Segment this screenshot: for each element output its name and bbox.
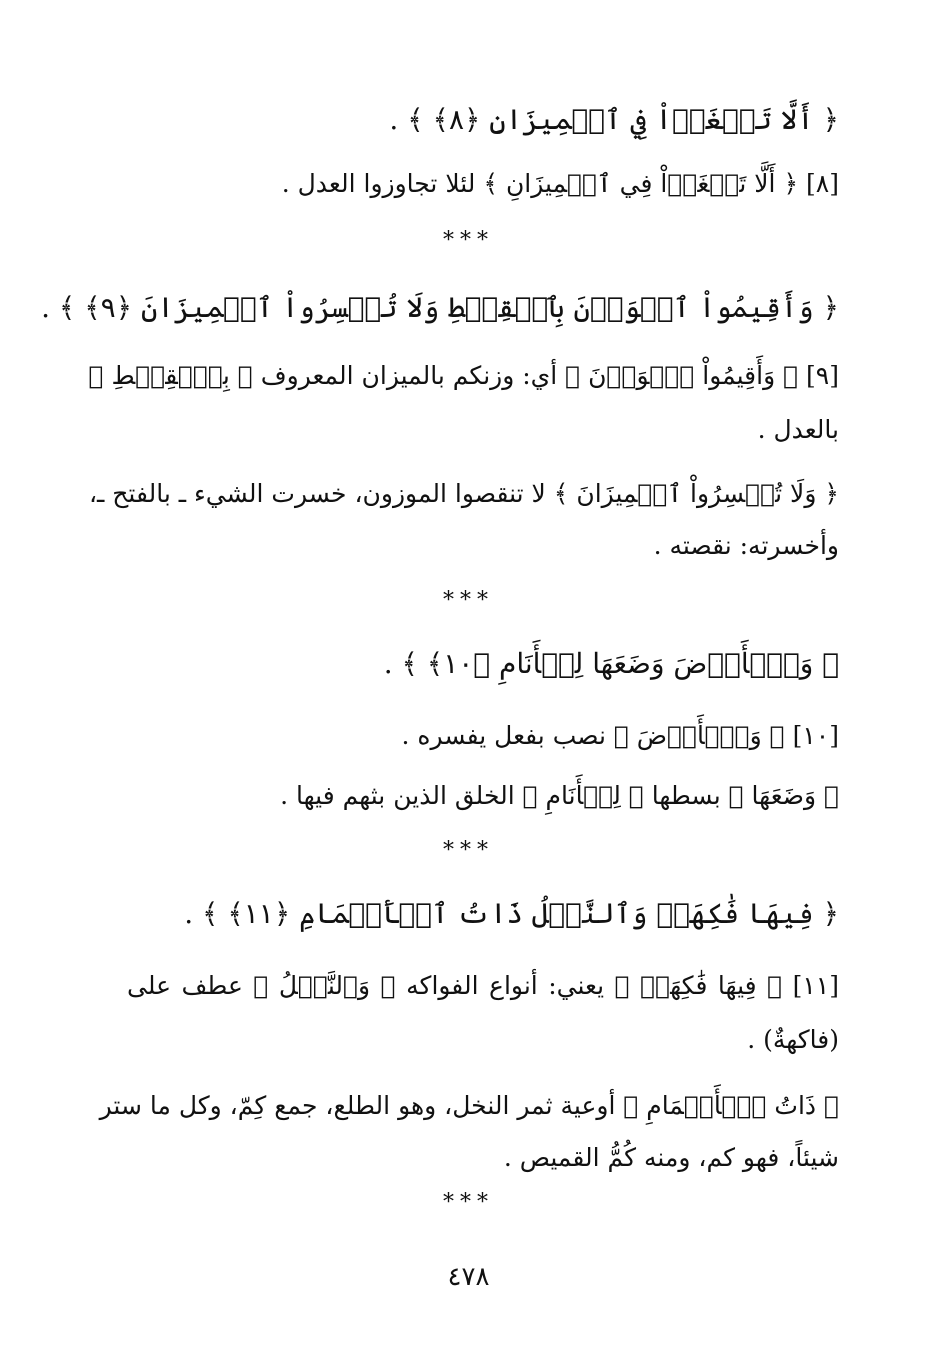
commentary-10: [١٠] ﴿ وَٱلۡأَرۡضَ ﴾ نصب بفعل يفسره .	[401, 721, 839, 750]
verse-9: ﴿ وَأَقِيمُواْ ٱلۡوَزۡنَ بِٱلۡقِسۡطِ وَلَا تُخۡسِرُواْ ٱلۡمِيزَانَ ﴿٩﴾ ﴾ .	[41, 291, 839, 324]
commentary-11-line-2: (فاكهةٌ) .	[747, 1025, 839, 1054]
commentary-9b-line-2: وأخسرته: نقصته .	[653, 531, 839, 560]
commentary-11-line-1: [١١] ﴿ فِيهَا فَٰكِهَةٞ ﴾ يعني: أنواع الفواكه ﴿ وَٱلنَّخۡلُ ﴾ عطف على	[127, 971, 839, 1000]
commentary-9-line-2: بالعدل .	[757, 415, 839, 444]
section-separator: ***	[443, 1190, 494, 1215]
commentary-9b-line-1: ﴿ وَلَا تُخۡسِرُواْ ٱلۡمِيزَانَ ﴾ لا تنقصوا الموزون، خسرت الشيء ـ بالفتح ـ،	[88, 479, 839, 508]
page-number: ٤٧٨	[447, 1262, 490, 1292]
commentary-8: [٨] ﴿ أَلَّا تَطۡغَوۡاْ فِي ٱلۡمِيزَانِ ﴾ لئلا تجاوزوا العدل .	[281, 169, 839, 198]
section-separator: ***	[443, 588, 494, 613]
section-separator: ***	[443, 228, 494, 253]
commentary-10b: ﴿ وَضَعَهَا ﴾ بسطها ﴿ لِلۡأَنَامِ ﴾ الخلق الذين بثهم فيها .	[280, 781, 839, 810]
section-separator: ***	[443, 838, 494, 863]
commentary-11b-line-1: ﴿ ذَاتُ ٱلۡأَكۡمَامِ ﴾ أوعية ثمر النخل، وهو الطلع، جمع كِمّ، وكل ما ستر	[99, 1091, 839, 1120]
commentary-9-line-1: [٩] ﴿ وَأَقِيمُواْ ٱلۡوَزۡنَ ﴾ أي: وزنكم بالميزان المعروف ﴿ بِٱلۡقِسۡطِ ﴾	[88, 361, 839, 390]
commentary-11b-line-2: شيئاً، فهو كم، ومنه كُمُّ القميص .	[503, 1143, 839, 1172]
verse-10: ﴿ وَٱلۡأَرۡضَ وَضَعَهَا لِلۡأَنَامِ ﴿١٠﴾ ﴾ .	[383, 647, 839, 680]
verse-11: ﴿ فِيهَا فَٰكِهَةٞ وَٱلنَّخۡلُ ذَاتُ ٱلۡأَكۡمَامِ ﴿١١﴾ ﴾ .	[184, 897, 839, 930]
verse-8: ﴿ أَلَّا تَطۡغَوۡاْ فِي ٱلۡمِيزَانِ ﴿٨﴾ ﴾ .	[389, 103, 839, 136]
